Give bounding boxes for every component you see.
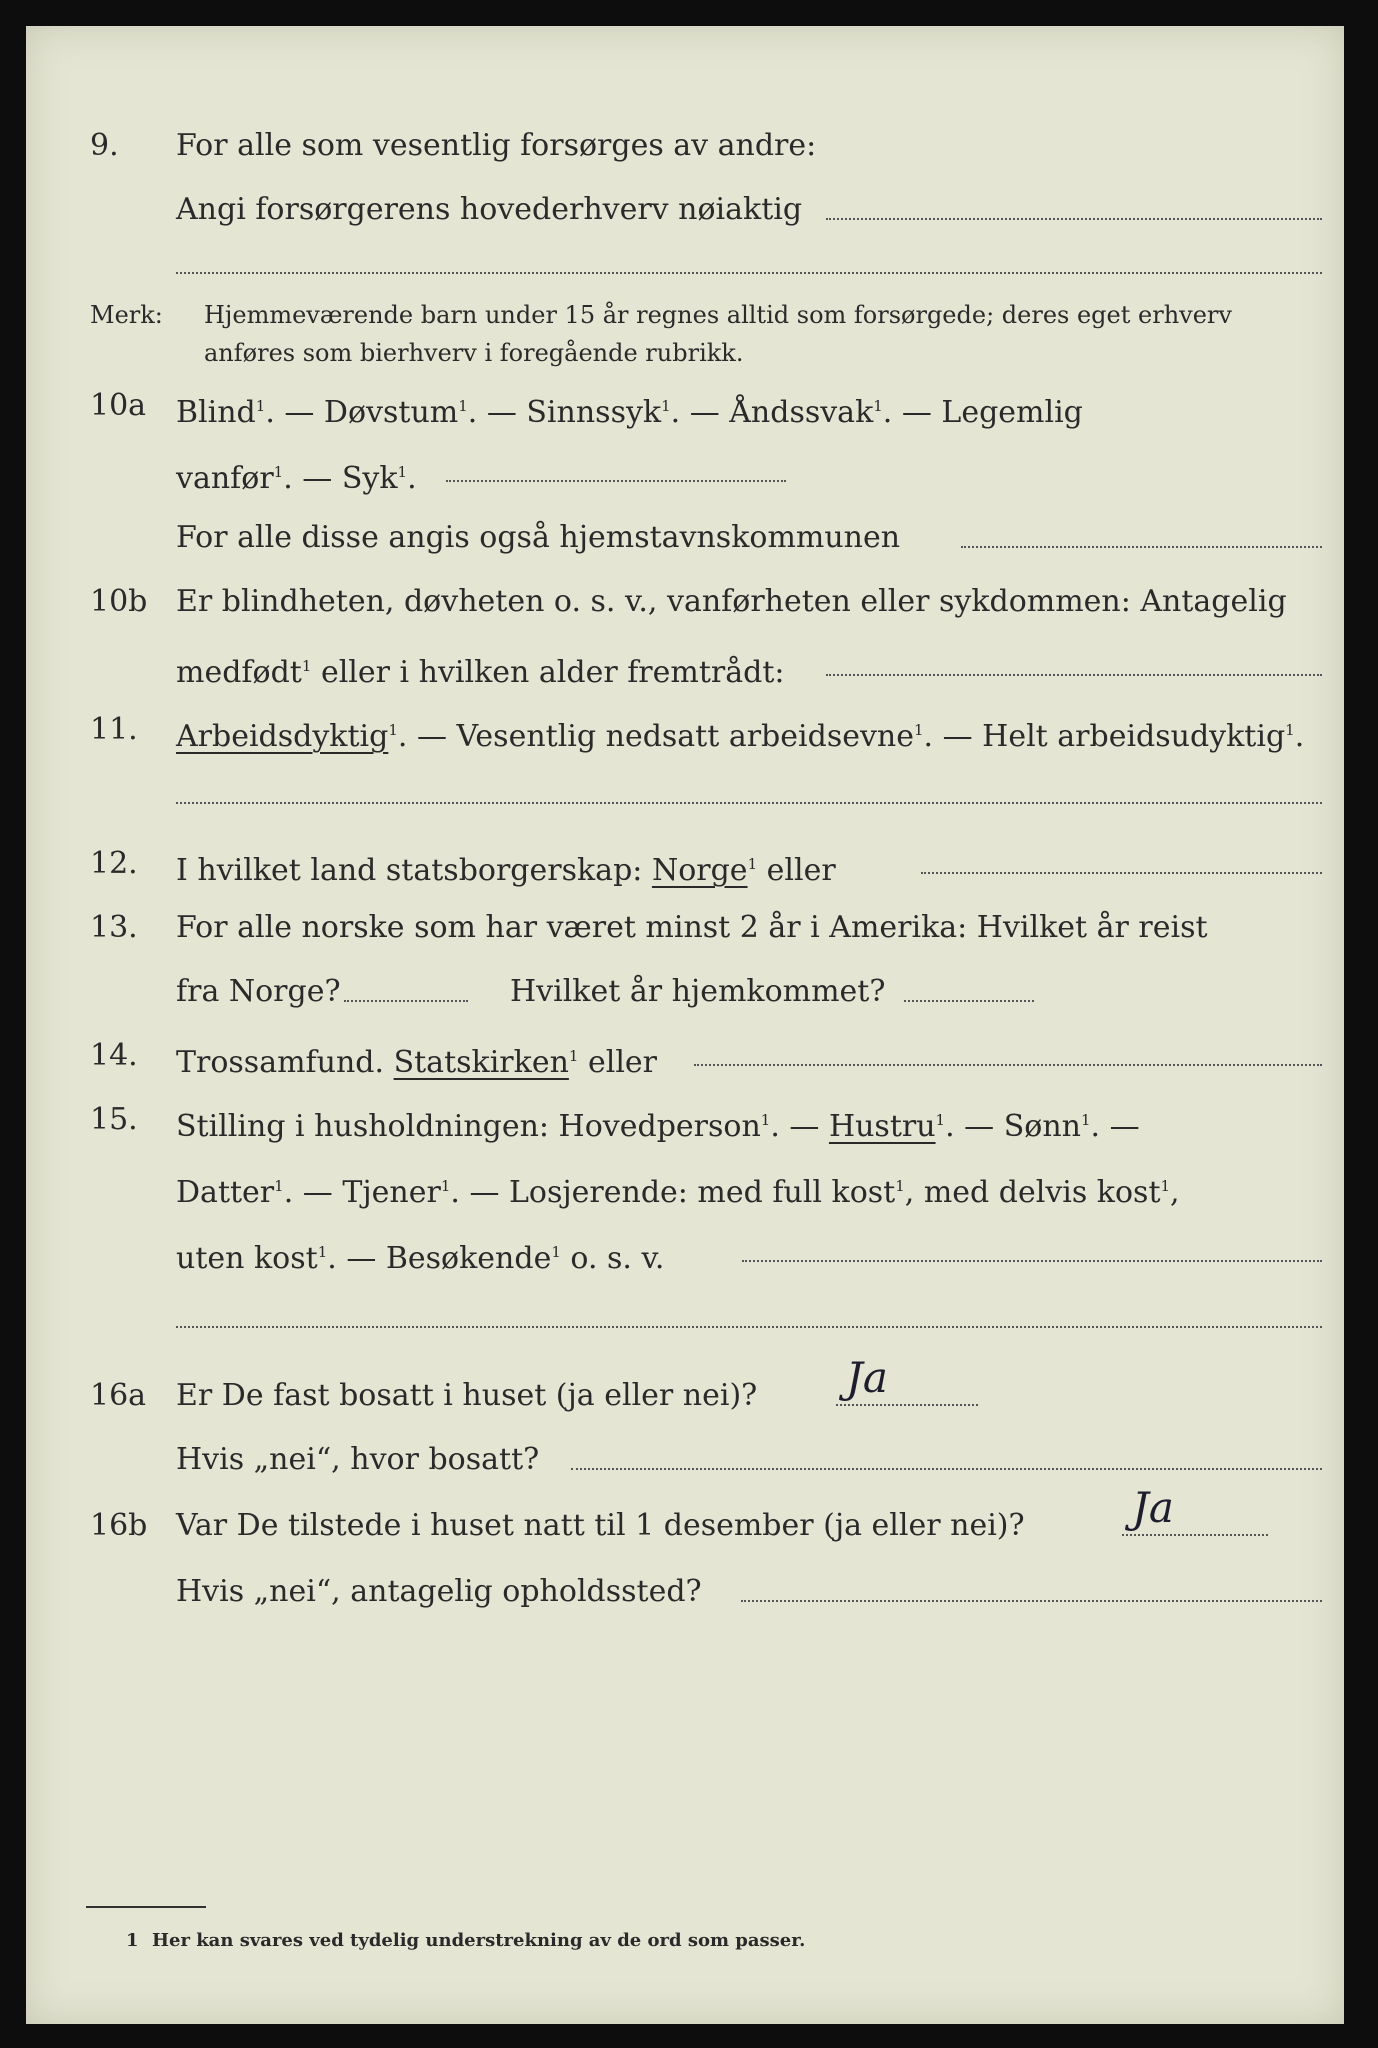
- sup-mark: 1: [895, 1177, 905, 1195]
- q13-hjemkommet-line[interactable]: [904, 980, 1034, 1002]
- q14-eller: eller: [587, 1045, 658, 1080]
- q10a-options2: vanfør$^1$. — Syk$^1$.: [176, 461, 417, 496]
- merk-label: Merk:: [90, 301, 163, 329]
- q10b-number: 10b: [90, 584, 148, 619]
- merk-text1: Hjemmeværende barn under 15 år regnes alltid som forsørgede; deres eget erhverv: [204, 301, 1232, 329]
- q16b-opholdssted-line[interactable]: [741, 1580, 1322, 1602]
- q12-number: 12.: [90, 846, 138, 881]
- q13-reist: fra Norge?: [176, 974, 341, 1009]
- sup-mark: 1: [568, 1047, 579, 1065]
- opt-delvis-kost[interactable]: , med delvis kost: [904, 1175, 1161, 1210]
- q12-text: [176, 844, 836, 891]
- sup-mark: 1: [255, 397, 266, 415]
- q10b-alder: eller i hvilken alder fremtrådt:: [320, 655, 785, 690]
- sup-mark: 1: [551, 1243, 561, 1261]
- q14-text: [176, 1036, 657, 1083]
- q15-answer-line2[interactable]: [176, 1326, 1322, 1328]
- q14-answer-line[interactable]: [694, 1044, 1322, 1066]
- opt-statskirken[interactable]: Statskirken: [393, 1045, 569, 1080]
- sup-mark: 1: [873, 397, 883, 415]
- q10a-syk-line[interactable]: [446, 460, 786, 482]
- q16a-text1: Er De fast bosatt i huset (ja eller nei)?: [176, 1378, 758, 1413]
- q16a-handwritten-answer[interactable]: Ja: [846, 1353, 888, 1402]
- q15-osv: o. s. v.: [570, 1241, 665, 1276]
- opt-hustru[interactable]: Hustru: [828, 1109, 936, 1144]
- opt-norge[interactable]: Norge: [651, 853, 748, 888]
- sup-mark: 1: [1080, 1111, 1091, 1129]
- opt-sonn[interactable]: — Sønn: [964, 1109, 1081, 1144]
- q13-number: 13.: [90, 910, 138, 945]
- q16b-text1: Var De tilstede i huset natt til 1 desember (ja eller nei)?: [176, 1508, 1025, 1543]
- q16b-number: 16b: [90, 1508, 148, 1543]
- q13-hjemkommet: Hvilket år hjemkommet?: [510, 974, 886, 1009]
- q9-answer-line2[interactable]: [176, 272, 1322, 274]
- sup-mark: 1: [914, 721, 924, 739]
- q15-dash-end: —: [1109, 1109, 1140, 1144]
- sup-mark: 1: [301, 657, 312, 675]
- q9-answer-line[interactable]: [826, 198, 1322, 220]
- q15-comma: ,: [1170, 1175, 1180, 1210]
- q16b-handwritten-answer[interactable]: Ja: [1132, 1483, 1174, 1532]
- sup-mark: 1: [747, 855, 758, 873]
- q14-label: Trossamfund.: [176, 1045, 385, 1080]
- q15-text1: Stilling i husholdningen: Hovedperson$^1$. — Hustru$^1$. — Sønn$^1$. —: [176, 1109, 1140, 1144]
- q12-answer-line[interactable]: [921, 852, 1322, 874]
- opt-hovedperson[interactable]: Stilling i husholdningen: Hovedperson: [176, 1109, 761, 1144]
- opt-tjener[interactable]: — Tjener: [302, 1175, 441, 1210]
- opt-syk[interactable]: — Syk: [302, 461, 398, 496]
- sup-mark: 1: [440, 1177, 451, 1195]
- sup-mark: 1: [274, 1177, 284, 1195]
- opt-nedsatt[interactable]: — Vesentlig nedsatt arbeidsevne: [416, 719, 914, 754]
- q15-number: 15.: [90, 1102, 138, 1137]
- opt-uten-kost[interactable]: uten kost: [176, 1241, 318, 1276]
- q11-number: 11.: [90, 712, 138, 747]
- q16a-number: 16a: [90, 1378, 147, 1413]
- opt-udyktig[interactable]: — Helt arbeidsudyktig: [942, 719, 1286, 754]
- sup-mark: 1: [317, 1243, 328, 1261]
- census-form-page: [26, 26, 1344, 2024]
- opt-full-kost[interactable]: — Losjerende: med full kost: [469, 1175, 896, 1210]
- footnote-divider: [86, 1906, 206, 1908]
- q10b-answer-line[interactable]: [826, 654, 1322, 676]
- opt-legemlig[interactable]: — Legemlig: [901, 395, 1083, 430]
- sup-mark: 1: [661, 397, 671, 415]
- q12-label: I hvilket land statsborgerskap:: [176, 853, 643, 888]
- q10a-number: 10a: [90, 388, 147, 423]
- opt-dovstum[interactable]: — Døvstum: [284, 395, 459, 430]
- footnote-text: Her kan svares ved tydelig understrekning av de ord som passer.: [152, 1930, 806, 1951]
- footnote-mark: 1: [126, 1930, 139, 1951]
- sup-mark: 1: [935, 1111, 946, 1129]
- sup-mark: 1: [397, 463, 408, 481]
- q16a-text2: Hvis „nei“, hvor bosatt?: [176, 1442, 540, 1477]
- q10b-text2: [176, 646, 785, 693]
- q9-number: 9.: [90, 128, 119, 163]
- sup-mark: 1: [458, 397, 468, 415]
- sup-mark: 1: [760, 1111, 771, 1129]
- sup-mark: 1: [273, 463, 284, 481]
- opt-andssvak[interactable]: — Åndssvak: [689, 395, 874, 430]
- q16b-answer-line[interactable]: [1122, 1514, 1268, 1536]
- q10b-text1: Er blindheten, døvheten o. s. v., vanførheten eller sykdommen: Antagelig: [176, 584, 1287, 619]
- opt-medfodt[interactable]: medfødt: [176, 655, 302, 690]
- q10a-options: Blind$^1$. — Døvstum$^1$. — Sinnssyk$^1$. — Åndssvak$^1$. — Legemlig: [176, 395, 1083, 430]
- sup-mark: 1: [1285, 721, 1295, 739]
- sup-mark: 1: [1160, 1177, 1171, 1195]
- q12-eller: eller: [766, 853, 836, 888]
- q9-text1: For alle som vesentlig forsørges av andre:: [176, 128, 817, 163]
- q15-text3: uten kost$^1$. — Besøkende$^1$ o. s. v.: [176, 1241, 665, 1276]
- q16a-bosatt-line[interactable]: [571, 1448, 1322, 1470]
- q13-reist-line[interactable]: [344, 980, 468, 1002]
- opt-vanfor[interactable]: vanfør: [176, 461, 274, 496]
- q10a-text3: For alle disse angis også hjemstavnskommunen: [176, 520, 901, 555]
- opt-sinnssyk[interactable]: — Sinnssyk: [486, 395, 662, 430]
- q16a-answer-line[interactable]: [836, 1384, 978, 1406]
- opt-blind[interactable]: Blind: [176, 395, 256, 430]
- q15-answer-line[interactable]: [742, 1240, 1322, 1262]
- q14-number: 14.: [90, 1038, 138, 1073]
- opt-arbeidsdyktig[interactable]: Arbeidsdyktig: [176, 719, 389, 754]
- opt-besokende[interactable]: — Besøkende: [346, 1241, 552, 1276]
- q15-dash: —: [789, 1109, 829, 1144]
- q9-text2: Angi forsørgerens hovederhverv nøiaktig: [176, 192, 803, 227]
- q10a-hjemstavn-line[interactable]: [961, 526, 1322, 548]
- q15-text2: Datter$^1$. — Tjener$^1$. — Losjerende: med full kost$^1$, med delvis kost$^1$,: [176, 1175, 1180, 1210]
- merk-text2: anføres som bierhverv i foregående rubrikk.: [204, 339, 744, 367]
- sup-mark: 1: [388, 721, 398, 739]
- q13-text1: For alle norske som har været minst 2 år i Amerika: Hvilket år reist: [176, 910, 1208, 945]
- q11-options: Arbeidsdyktig$^1$. — Vesentlig nedsatt arbeidsevne$^1$. — Helt arbeidsudyktig$^1$.: [176, 719, 1305, 754]
- opt-datter[interactable]: Datter: [176, 1175, 275, 1210]
- q11-answer-line[interactable]: [176, 802, 1322, 804]
- q16b-text2: Hvis „nei“, antagelig opholdssted?: [176, 1574, 702, 1609]
